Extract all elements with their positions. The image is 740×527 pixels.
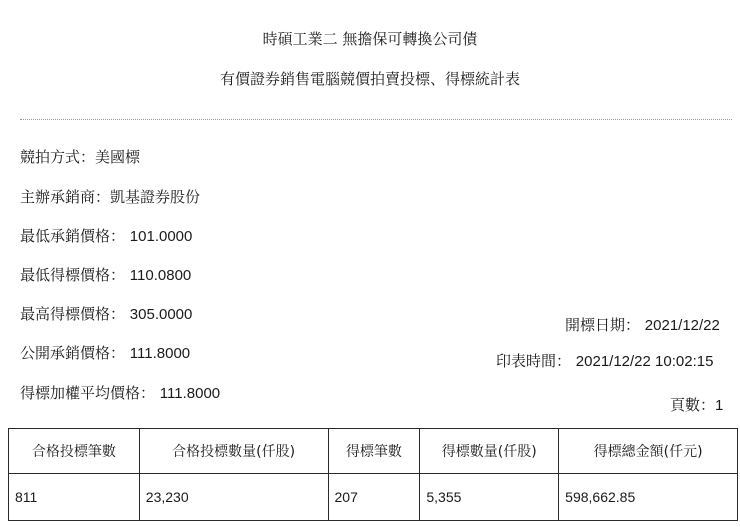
cell-total-winning-amount: 598,662.85 bbox=[559, 474, 738, 521]
min-underwriting-price-row bbox=[20, 225, 192, 246]
header-total-winning-amount: 得標總金額(仟元) bbox=[559, 429, 738, 474]
print-time-row bbox=[496, 350, 713, 371]
min-winning-price-row bbox=[20, 264, 191, 285]
header-qualified-bid-quantity: 合格投標數量(仟股) bbox=[139, 429, 328, 474]
cell-winning-bid-count: 207 bbox=[328, 474, 420, 521]
print-time-label: 印表時間： bbox=[496, 352, 572, 370]
public-underwriting-price-row bbox=[20, 342, 190, 363]
public-underwriting-price-label: 公開承銷價格： bbox=[20, 344, 126, 362]
auction-method-label: 競拍方式： bbox=[20, 148, 96, 166]
header-qualified-bid-count: 合格投標筆數 bbox=[9, 429, 140, 474]
header-winning-quantity: 得標數量(仟股) bbox=[420, 429, 559, 474]
print-time-value: 2021/12/22 10:02:15 bbox=[575, 353, 714, 370]
statistics-table bbox=[8, 428, 738, 521]
table-row bbox=[9, 474, 738, 521]
min-underwriting-price-label: 最低承銷價格： bbox=[20, 227, 126, 245]
min-underwriting-price-value: 101.0000 bbox=[129, 228, 193, 245]
opening-date-row bbox=[565, 314, 720, 335]
max-winning-price-row bbox=[20, 303, 192, 324]
min-winning-price-label: 最低得標價格： bbox=[20, 266, 126, 284]
underwriter-row bbox=[20, 186, 200, 207]
auction-method-row bbox=[20, 146, 140, 167]
max-winning-price-value: 305.0000 bbox=[129, 306, 193, 323]
min-winning-price-value: 110.0800 bbox=[129, 267, 192, 284]
underwriter-value: 凱基證券股份 bbox=[110, 189, 201, 206]
weighted-avg-price-label: 得標加權平均價格： bbox=[20, 384, 156, 402]
document-subtitle: 有價證券銷售電腦競價拍賣投標、得標統計表 bbox=[219, 70, 520, 88]
table-header-row bbox=[9, 429, 738, 474]
cell-winning-quantity: 5,355 bbox=[420, 474, 559, 521]
opening-date-value: 2021/12/22 bbox=[644, 317, 720, 334]
weighted-avg-price-value: 111.8000 bbox=[159, 385, 221, 402]
cell-qualified-bid-quantity: 23,230 bbox=[139, 474, 328, 521]
auction-method-value: 美國標 bbox=[95, 149, 141, 166]
header-divider bbox=[20, 119, 732, 120]
opening-date-label: 開標日期： bbox=[565, 316, 641, 334]
page-number-row bbox=[670, 394, 723, 415]
document-title: 時碩工業二 無擔保可轉換公司債 bbox=[262, 30, 478, 48]
weighted-avg-price-row bbox=[20, 382, 220, 403]
cell-qualified-bid-count: 811 bbox=[9, 474, 140, 521]
underwriter-label: 主辦承銷商： bbox=[20, 188, 111, 206]
page-label: 頁數： bbox=[670, 396, 716, 414]
page-value: 1 bbox=[715, 397, 724, 414]
public-underwriting-price-value: 111.8000 bbox=[129, 345, 191, 362]
max-winning-price-label: 最高得標價格： bbox=[20, 305, 126, 323]
header-winning-bid-count: 得標筆數 bbox=[328, 429, 420, 474]
